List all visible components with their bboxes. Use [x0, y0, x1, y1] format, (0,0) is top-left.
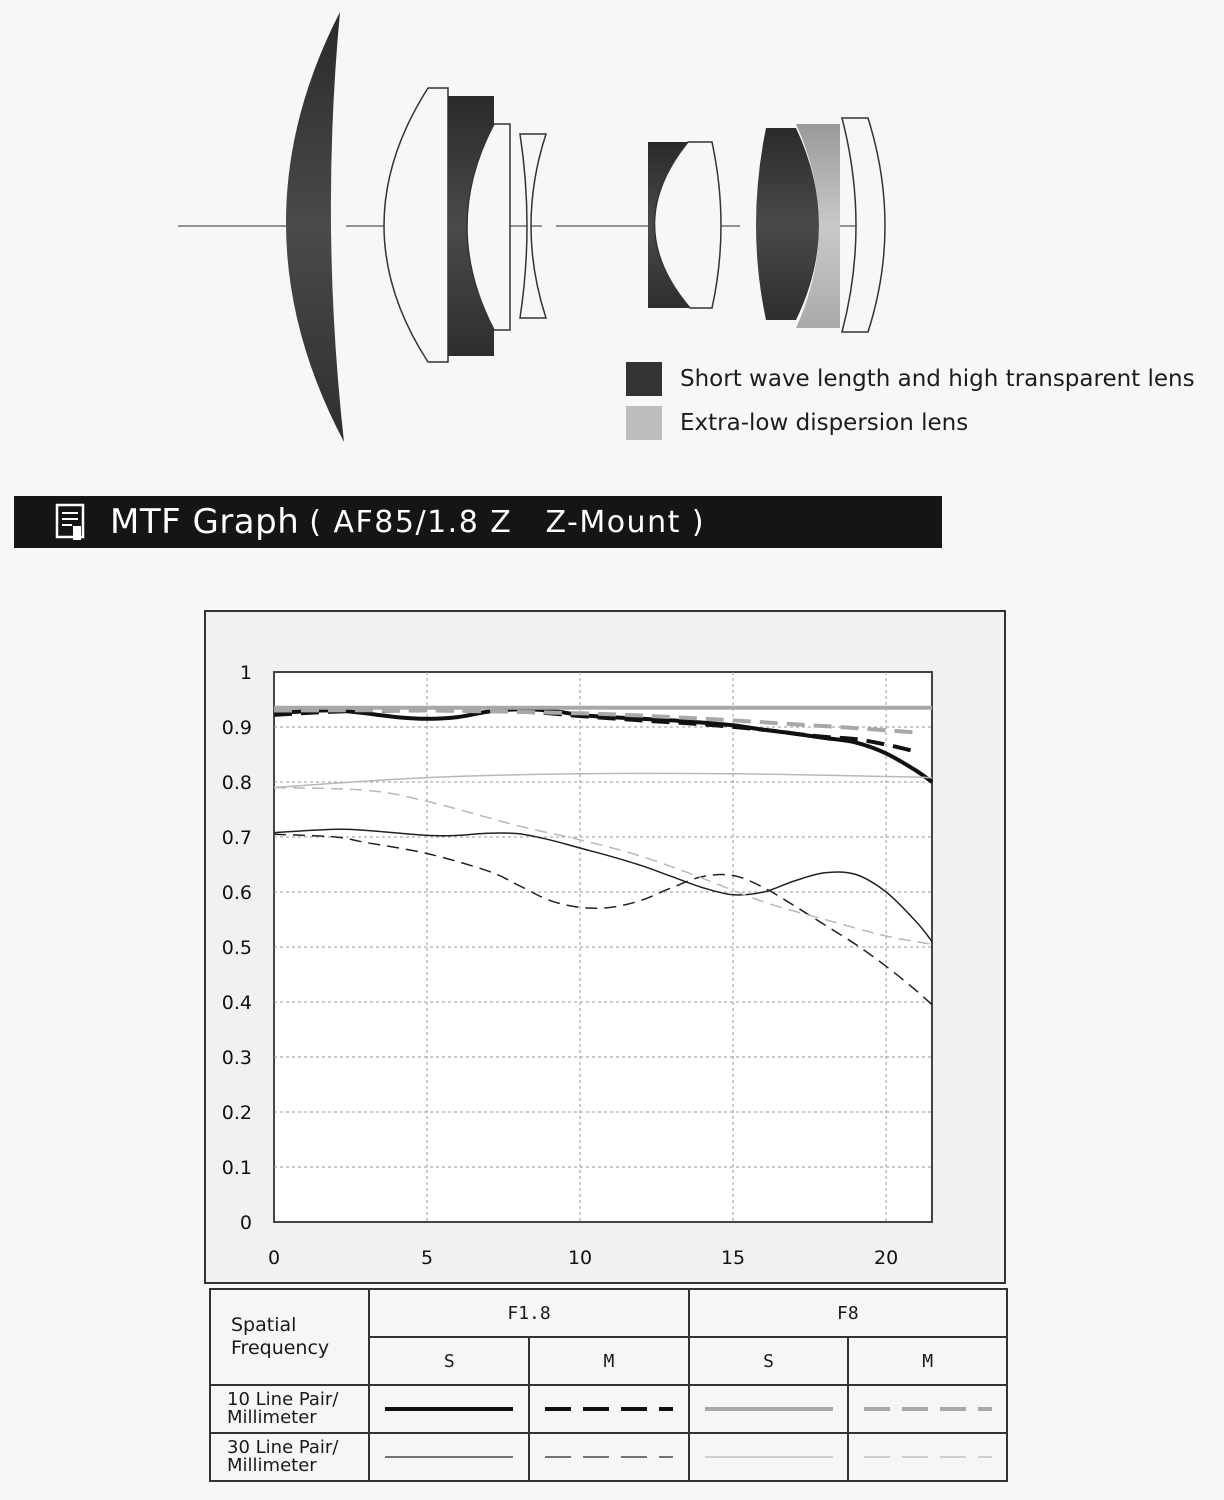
direction-header: M: [848, 1337, 1007, 1385]
legend-label-short-wave: Short wave length and high transparent lens: [680, 366, 1195, 392]
legend-sample-f18-m-30: [529, 1433, 689, 1481]
y-tick-label: 0.4: [221, 992, 252, 1014]
lens-element-2: [384, 88, 448, 362]
y-tick-label: 0.1: [221, 1157, 252, 1179]
y-tick-label: 0.3: [221, 1047, 252, 1069]
mtf-title: MTF Graph: [110, 502, 300, 542]
mtf-legend-table: [209, 1288, 1008, 1482]
direction-header: S: [689, 1337, 849, 1385]
aperture-f18-header: F1.8: [369, 1289, 688, 1337]
lens-element-10: [842, 118, 885, 332]
legend-label-extra-low: Extra-low dispersion lens: [680, 410, 969, 436]
y-tick-label: 0: [239, 1212, 252, 1234]
legend-sample-f8-m-10: [848, 1385, 1007, 1433]
direction-header: S: [369, 1337, 529, 1385]
legend-sample-f18-s-30: [369, 1433, 529, 1481]
x-tick-label: 10: [567, 1247, 593, 1269]
x-tick-label: 15: [720, 1247, 746, 1269]
y-tick-label: 0.8: [221, 772, 252, 794]
legend-swatch-dark: [626, 362, 662, 396]
x-tick-label: 5: [420, 1247, 434, 1269]
spatial-frequency-header: Spatial Frequency: [210, 1289, 369, 1385]
legend-item-extra-low: [626, 406, 968, 440]
legend-sample-f8-m-30: [848, 1433, 1007, 1481]
y-tick-label: 0.2: [221, 1102, 252, 1124]
legend-item-short-wave: [626, 362, 1195, 396]
y-tick-label: 1: [239, 662, 252, 684]
direction-header: M: [529, 1337, 689, 1385]
x-axis-ticks: [268, 1247, 898, 1269]
legend-swatch-gray: [626, 406, 662, 440]
document-icon: [54, 502, 88, 542]
y-tick-label: 0.7: [221, 827, 252, 849]
row-label-10lp: 10 Line Pair/ Millimeter: [210, 1385, 369, 1433]
x-tick-label: 20: [873, 1247, 899, 1269]
legend-sample-f8-s-30: [689, 1433, 849, 1481]
aperture-f8-header: F8: [689, 1289, 1007, 1337]
y-tick-label: 0.9: [221, 717, 252, 739]
y-tick-label: 0.5: [221, 937, 252, 959]
row-label-30lp: 30 Line Pair/ Millimeter: [210, 1433, 369, 1481]
legend-sample-f18-s-10: [369, 1385, 529, 1433]
y-axis-ticks: [222, 662, 252, 1234]
legend-sample-f8-s-10: [689, 1385, 849, 1433]
mtf-header-bar: [14, 496, 942, 548]
mtf-subtitle: ( AF85/1.8 Z Z-Mount ): [309, 504, 706, 540]
legend-sample-f18-m-10: [529, 1385, 689, 1433]
mtf-chart: [204, 610, 1006, 1284]
lens-element-1: [286, 12, 344, 442]
y-tick-label: 0.6: [221, 882, 252, 904]
x-tick-label: 0: [267, 1247, 281, 1269]
